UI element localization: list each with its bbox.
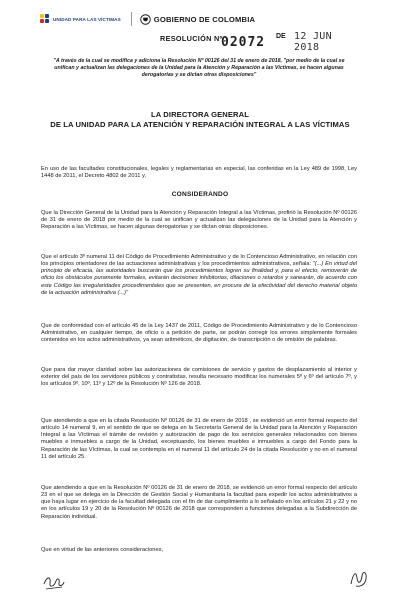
colombia-shield-icon bbox=[140, 14, 151, 25]
paragraph-considerando-3: Que de conformidad con el artículo 45 de la Ley 1437 de 2011, Código de Procedimiento Administrativo y de lo Contencioso Administrativo, en cualquier tiempo, de oficio o a petición de parte, se podrán corregir los errores simplemente formales contenidos en los actos administrativos, ya sean aritméticos, de digitación, de transcripción o de omisión de palabras. bbox=[41, 323, 357, 344]
paragraph-considerando-1: Que la Dirección General de la Unidad para la Atención y Reparación Integral a las Víctimas, profirió la Resolución Nº 00126 de 31 de enero de 2018 por medio de la cual se unifican y actualizan las delegaciones de la Unidad para la Atención y Reparación a las Víctimas, se hacen algunas derogatorias y se dictan otras disposiciones. bbox=[41, 210, 357, 231]
initials-signature-left bbox=[42, 572, 66, 592]
paragraph-2-text: Que el artículo 3º numeral 11 del Código de Procedimiento Administrativo y de lo Contencioso Administrativo, en relación con los principios orientadores de las actuaciones administrativas y los procedimientos administrativos, señala: bbox=[41, 254, 357, 268]
issuing-authority bbox=[40, 110, 360, 130]
paragraph-considerando-7: Que en virtud de las anteriores consideraciones, bbox=[41, 547, 164, 553]
header-divider bbox=[131, 12, 132, 26]
unidad-victimas-logo-text: UNIDAD PARA LAS VÍCTIMAS bbox=[53, 16, 121, 22]
document-header bbox=[40, 8, 360, 30]
unidad-victimas-mark-icon bbox=[40, 14, 50, 24]
authority-line-2: DE LA UNIDAD PARA LA ATENCIÓN Y REPARACIÓN INTEGRAL A LAS VÍCTIMAS bbox=[50, 120, 350, 129]
resolution-heading bbox=[160, 28, 360, 52]
resolution-number: 02072 bbox=[221, 35, 266, 50]
paragraph-uso-facultades: En uso de las facultades constitucionales, legales y reglamentarias en especial, las conferidas en la Ley 489 de 1998, Ley 1448 de 2011, el Decreto 4802 de 2011 y, bbox=[41, 166, 357, 180]
resolution-de-label: DE bbox=[276, 33, 286, 40]
gobierno-colombia-logo bbox=[140, 14, 255, 25]
resolution-date-stamp: 12 JUN 2018 bbox=[294, 31, 332, 53]
paragraph-considerando-2 bbox=[41, 254, 357, 297]
resolution-summary: "A través de la cual se modifica y adiciona la Resolución Nº 00126 del 31 de enero de 2018, "por medio de la cual se unifican y actualizan las delegaciones de la Unidad para la Atención y Reparación a las Víctimas, se hacen algunas derogatorias y se dictan otras disposiciones" bbox=[53, 58, 345, 79]
initials-signature-right bbox=[348, 566, 370, 590]
paragraph-considerando-4: Que para dar mayor claridad sobre las autorizaciones de comisiones de servicio y gastos de desplazamiento al interior y exterior del país de los servidores públicos y contratistas, resulta necesario modificar los numerales 5º y 6º del artículo 7º, y los artículos 9º, 10º, 11º y 12º de la Resolución Nº 126 de 2018. bbox=[41, 367, 357, 388]
paragraph-2-quote: "(...) En virtud del principio de eficacia, las autoridades buscarán que los procedimientos logren su finalidad y, para el efecto, removerán de oficio los obstáculos puramente formales, evitarán decisiones inhibitorias, dilaciones o retardos y sanearán, de acuerdo con este Código las irregularidades procedimentales que se presenten, en procura de la efectividad del derecho material objeto de la actuación administrativa (...)" bbox=[41, 261, 357, 296]
considerando-heading: CONSIDERANDO bbox=[171, 191, 229, 198]
paragraph-considerando-5: Que atendiendo a que en la citada Resolución Nº 00126 de 31 de enero de 2018 , se evidenció un error formal respecto del artículo 14 numeral 9, en el sentido de que se delega en la Secretaría General de la Unidad para la Atención y Reparación Integral a las Víctimas el trámite de revisión y autorización de pago de los servicios generales relacionados con bienes muebles e inmuebles a cargo de la Unidad, exceptuando, los bienes muebles e inmuebles a cargo del Fondo para la Reparación de las Víctimas, la cual se contempla en el numeral 11 del artículo 24 de la citada Resolución y no en el numeral 11 del artículo 25. bbox=[41, 418, 357, 460]
paragraph-considerando-6: Que atendiendo a que en la Resolución Nº 00126 de 31 de enero de 2018, se evidenció un error formal respecto del artículo 23 en el que se delega en la Dirección de Gestión Social y Humanitaria la facultad para expedir los actos administrativos a que haya lugar en ejercicio de la facultad delegada con el fin de dar cumplimiento a lo señalado en los artículos 21 y 22 y no en los artículos 19 y 20 de la Resolución Nº 00126 de 2018 que corresponden a funciones delegadas a la Subdirección de Reparación individual. bbox=[41, 485, 357, 520]
unidad-victimas-logo bbox=[40, 14, 121, 24]
resolution-label: RESOLUCIÓN Nº bbox=[160, 34, 223, 43]
authority-line-1: LA DIRECTORA GENERAL bbox=[151, 110, 249, 119]
gobierno-colombia-logo-text: GOBIERNO DE COLOMBIA bbox=[153, 14, 256, 24]
